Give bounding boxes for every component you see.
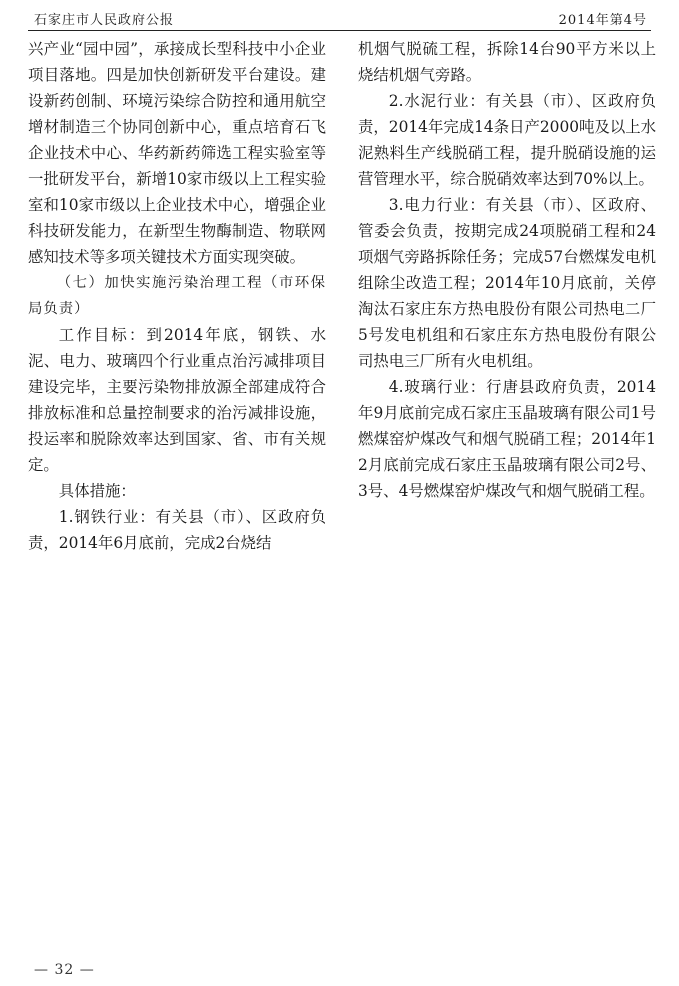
paragraph-steel-industry: 1.钢铁行业：有关县（市）、区政府负责，2014年6月底前，完成2台烧结 bbox=[28, 508, 326, 552]
right-column bbox=[358, 36, 656, 504]
paragraph-glass-industry: 4.玻璃行业：行唐县政府负责，2014年9月底前完成石家庄玉晶玻璃有限公司1号燃煤窑炉煤改气和烟气脱硝工程；2014年12月底前完成石家庄玉晶玻璃有限公司2号、3号、4号燃煤窑炉煤改气和烟气脱硝工程。 bbox=[358, 378, 656, 500]
section-heading: （七）加快实施污染治理工程（市环保局负责） bbox=[28, 275, 326, 317]
paragraph-cement-industry: 2.水泥行业：有关县（市）、区政府负责，2014年完成14条日产2000吨及以上水泥熟料生产线脱硝工程，提升脱硝设施的运营管理水平，综合脱硝效率达到70%以上。 bbox=[358, 92, 656, 188]
issue-number: 2014年第4号 bbox=[558, 13, 647, 28]
paragraph-continuation: 机烟气脱硫工程，拆除14台90平方米以上烧结机烟气旁路。 bbox=[358, 40, 656, 84]
paragraph-measures-label: 具体措施： bbox=[58, 482, 136, 500]
page-header bbox=[28, 0, 651, 31]
paragraph-power-industry: 3.电力行业：有关县（市）、区政府、管委会负责，按期完成24项脱硝工程和24项烟气旁路拆除任务；完成57台燃煤发电机组除尘改造工程；2014年10月底前，关停淘汰石家庄东方热电股份有限公司热电二厂5号发电机组和石家庄东方热电股份有限公司热电三厂所有火电机组。 bbox=[358, 196, 656, 370]
paragraph-work-goal: 工作目标：到2014年底，钢铁、水泥、电力、玻璃四个行业重点治污减排项目建设完毕，主要污染物排放源全部建成符合排放标准和总量控制要求的治污减排设施，投运率和脱除效率达到国家、省、市有关规定。 bbox=[28, 326, 326, 474]
paragraph-continuation: 兴产业“园中园”，承接成长型科技中小企业项目落地。四是加快创新研发平台建设。建设新药创制、环境污染综合防控和通用航空增材制造三个协同创新中心，重点培育石飞企业技术中心、华药新药筛选工程实验室等一批研发平台，新增10家市级以上工程实验室和10家市级以上企业技术中心，增强企业科技研发能力，在新型生物酶制造、物联网感知技术等多项关键技术方面实现突破。 bbox=[28, 40, 326, 266]
left-column bbox=[28, 36, 326, 556]
publication-title: 石家庄市人民政府公报 bbox=[34, 13, 175, 28]
page-number: — 32 — bbox=[34, 962, 95, 978]
